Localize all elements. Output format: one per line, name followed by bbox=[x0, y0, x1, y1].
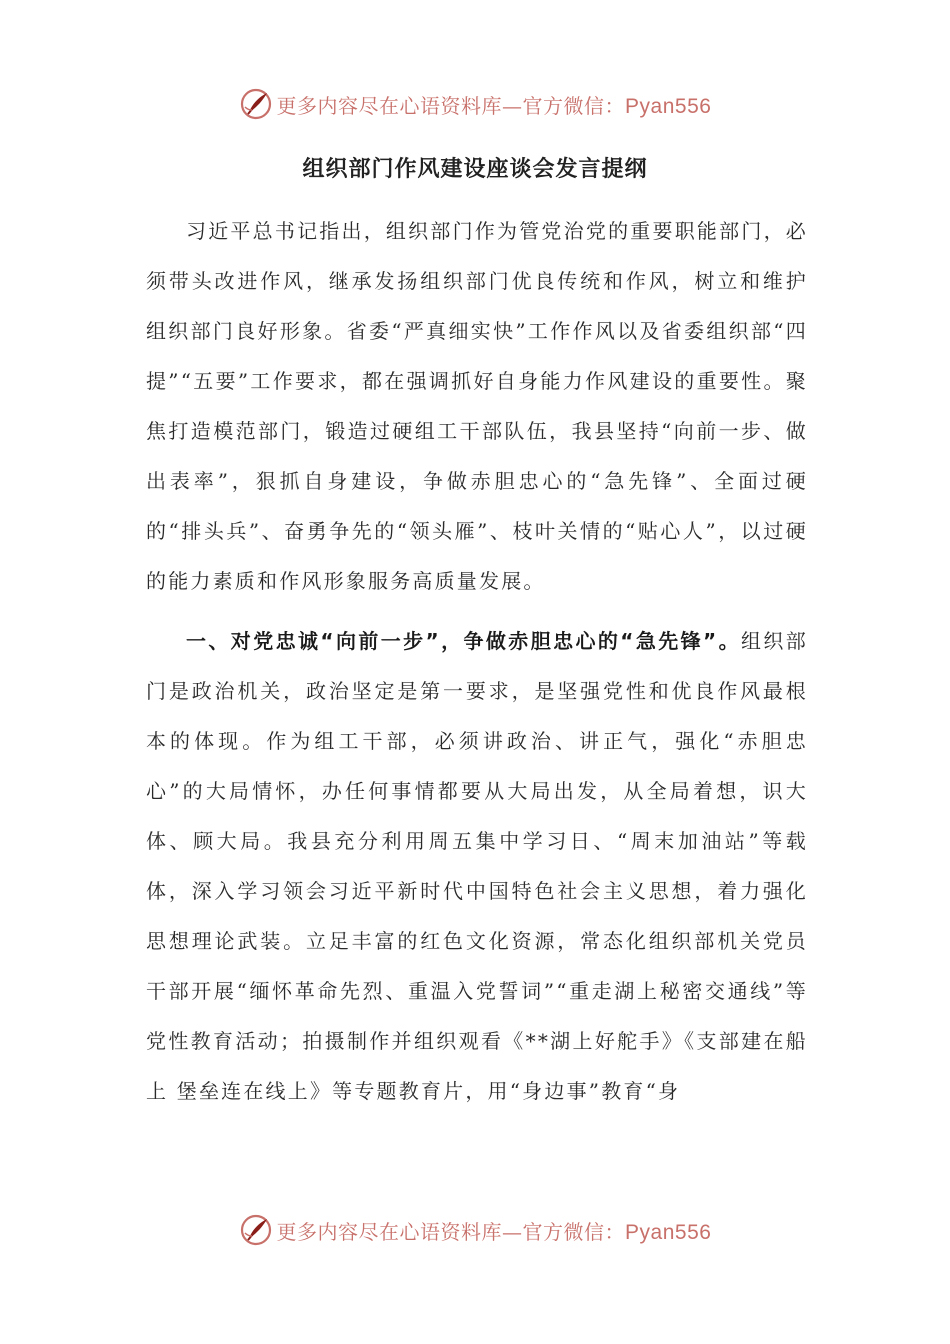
document-title: 组织部门作风建设座谈会发言提纲 bbox=[302, 157, 648, 182]
watermark-handle: Pyan556 bbox=[625, 1220, 712, 1244]
watermark-text: 更多内容尽在心语资料库—官方微信：Pyan556 bbox=[276, 93, 712, 118]
watermark-handle: Pyan556 bbox=[625, 94, 712, 118]
intro-paragraph: 习近平总书记指出，组织部门作为管党治党的重要职能部门，必须带头改进作风，继承发扬组织部门优良传统和作风，树立和维护组织部门良好形象。省委“严真细实快”工作作风以及省委组织部“四提”“五要”工作要求，都在强调抓好自身能力作风建设的重要性。聚焦打造模范部门，锻造过硬组工干部队伍，我县坚持“向前一步、做出表率”，狠抓自身建设，争做赤胆忠心的“急先锋”、全面过硬的“排头兵”、奋勇争先的“领头雁”、枝叶关情的“贴心人”，以过硬的能力素质和作风形象服务高质量发展。 bbox=[146, 219, 808, 593]
watermark-text: 更多内容尽在心语资料库—官方微信：Pyan556 bbox=[276, 1219, 712, 1244]
section-1-body: 组织部门是政治机关，政治坚定是第一要求，是坚强党性和优良作风最根本的体现。作为组工干部，必须讲政治、讲正气，强化“赤胆忠心”的大局情怀，办任何事情都要从大局出发，从全局着想，识大体、顾大局。我县充分利用周五集中学习日、“周末加油站”等载体，深入学习领会习近平新时代中国特色社会主义思想，着力强化思想理论武装。立足丰富的红色文化资源，常态化组织部机关党员干部开展“缅怀革命先烈、重温入党誓词”“重走湖上秘密交通线”等党性教育活动；拍摄制作并组织观看《**湖上好舵手》《支部建在船上 堡垒连在线上》等专题教育片，用“身边事”教育“身 bbox=[146, 629, 809, 1103]
top-watermark-banner bbox=[0, 84, 950, 124]
section-1-paragraph bbox=[146, 616, 808, 1116]
bottom-watermark-banner bbox=[0, 1210, 950, 1250]
section-1-heading: 一、对党忠诚“向前一步”，争做赤胆忠心的“急先锋”。 bbox=[186, 629, 741, 653]
feather-pen-logo-icon bbox=[239, 87, 273, 121]
feather-pen-logo-icon bbox=[239, 1213, 273, 1247]
